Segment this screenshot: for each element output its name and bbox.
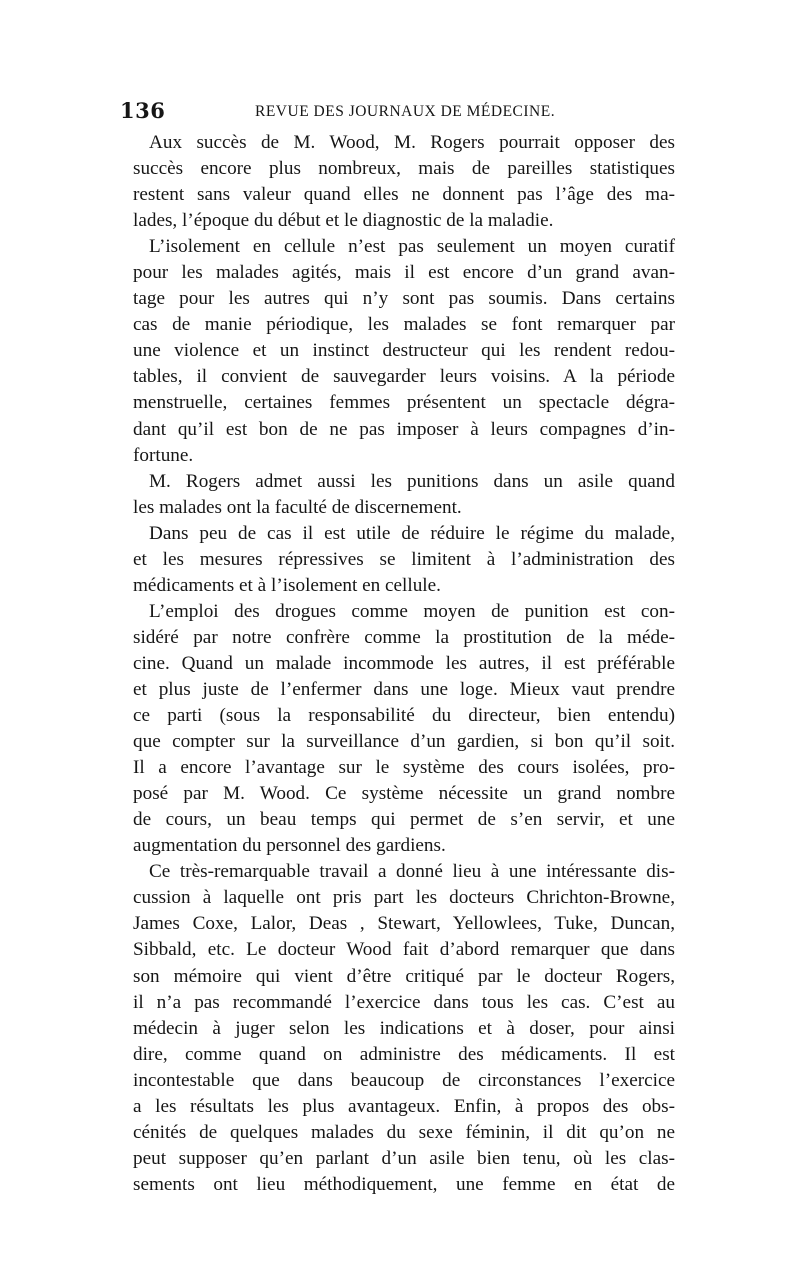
text-line: les malades ont la faculté de discernement. xyxy=(133,496,462,518)
text-line: son mémoire qui vient d’être critiqué par le docteur Rogers, xyxy=(133,965,675,987)
text-line: L’emploi des drogues comme moyen de punition est con- xyxy=(149,600,675,622)
text-line: cénités de quelques malades du sexe féminin, il dit qu’on ne xyxy=(133,1121,675,1143)
text-line: une violence et un instinct destructeur qui les rendent redou- xyxy=(133,340,675,362)
text-line: augmentation du personnel des gardiens. xyxy=(133,835,446,857)
text-line: Ce très-remarquable travail a donné lieu à une intéressante dis- xyxy=(149,861,675,883)
text-line: cas de manie périodique, les malades se font remarquer par xyxy=(133,314,675,336)
text-line: tables, il convient de sauvegarder leurs voisins. A la période xyxy=(133,366,675,388)
text-line: menstruelle, certaines femmes présentent un spectacle dégra- xyxy=(133,392,675,414)
running-title: REVUE DES JOURNAUX DE MÉDECINE. xyxy=(255,103,556,120)
text-line: dire, comme quand on administre des médicaments. Il est xyxy=(133,1043,675,1065)
text-line: de cours, un beau temps qui permet de s’en servir, et une xyxy=(133,809,675,831)
text-line: tage pour les autres qui n’y sont pas soumis. Dans certains xyxy=(133,288,675,310)
text-line: L’isolement en cellule n’est pas seulement un moyen curatif xyxy=(149,236,675,258)
text-line: médicaments et à l’isolement en cellule. xyxy=(133,574,441,596)
text-line: pour les malades agités, mais il est encore d’un grand avan- xyxy=(133,262,675,284)
text-line: Sibbald, etc. Le docteur Wood fait d’abord remarquer que dans xyxy=(133,939,675,961)
text-line: Dans peu de cas il est utile de réduire le régime du malade, xyxy=(149,522,675,544)
text-line: James Coxe, Lalor, Deas , Stewart, Yellowlees, Tuke, Duncan, xyxy=(133,913,675,935)
text-line: posé par M. Wood. Ce système nécessite un grand nombre xyxy=(133,783,675,805)
text-line: M. Rogers admet aussi les punitions dans un asile quand xyxy=(149,470,675,492)
text-line: cussion à laquelle ont pris part les docteurs Chrichton-Browne, xyxy=(133,887,675,909)
text-line: lades, l’époque du début et le diagnostic de la maladie. xyxy=(133,210,554,232)
text-line: fortune. xyxy=(133,444,194,466)
page-number: 136 xyxy=(120,98,166,123)
text-line: il n’a pas recommandé l’exercice dans tous les cas. C’est au xyxy=(133,991,675,1013)
text-line: cine. Quand un malade incommode les autres, il est préférable xyxy=(133,652,675,674)
body-text xyxy=(133,130,675,1198)
text-line: restent sans valeur quand elles ne donnent pas l’âge des ma- xyxy=(133,184,675,206)
text-line: a les résultats les plus avantageux. Enfin, à propos des obs- xyxy=(133,1095,675,1117)
text-line: Aux succès de M. Wood, M. Rogers pourrait opposer des xyxy=(149,132,675,153)
text-line: sidéré par notre confrère comme la prostitution de la méde- xyxy=(133,626,675,648)
text-line: succès encore plus nombreux, mais de pareilles statistiques xyxy=(133,158,675,180)
text-line: et les mesures répressives se limitent à l’administration des xyxy=(133,548,675,570)
text-line: sements ont lieu méthodiquement, une femme en état de xyxy=(133,1173,675,1195)
text-line: et plus juste de l’enfermer dans une loge. Mieux vaut prendre xyxy=(133,678,675,700)
text-line: que compter sur la surveillance d’un gardien, si bon qu’il soit. xyxy=(133,731,675,753)
text-line: incontestable que dans beaucoup de circonstances l’exercice xyxy=(133,1069,675,1091)
text-line: médecin à juger selon les indications et à doser, pour ainsi xyxy=(133,1017,675,1039)
text-line: dant qu’il est bon de ne pas imposer à leurs compagnes d’in- xyxy=(133,418,675,440)
text-line: Il a encore l’avantage sur le système des cours isolées, pro- xyxy=(133,757,675,779)
text-line: peut supposer qu’en parlant d’un asile bien tenu, où les clas- xyxy=(133,1147,675,1169)
text-line: ce parti (sous la responsabilité du directeur, bien entendu) xyxy=(133,705,675,727)
running-head xyxy=(120,98,675,128)
